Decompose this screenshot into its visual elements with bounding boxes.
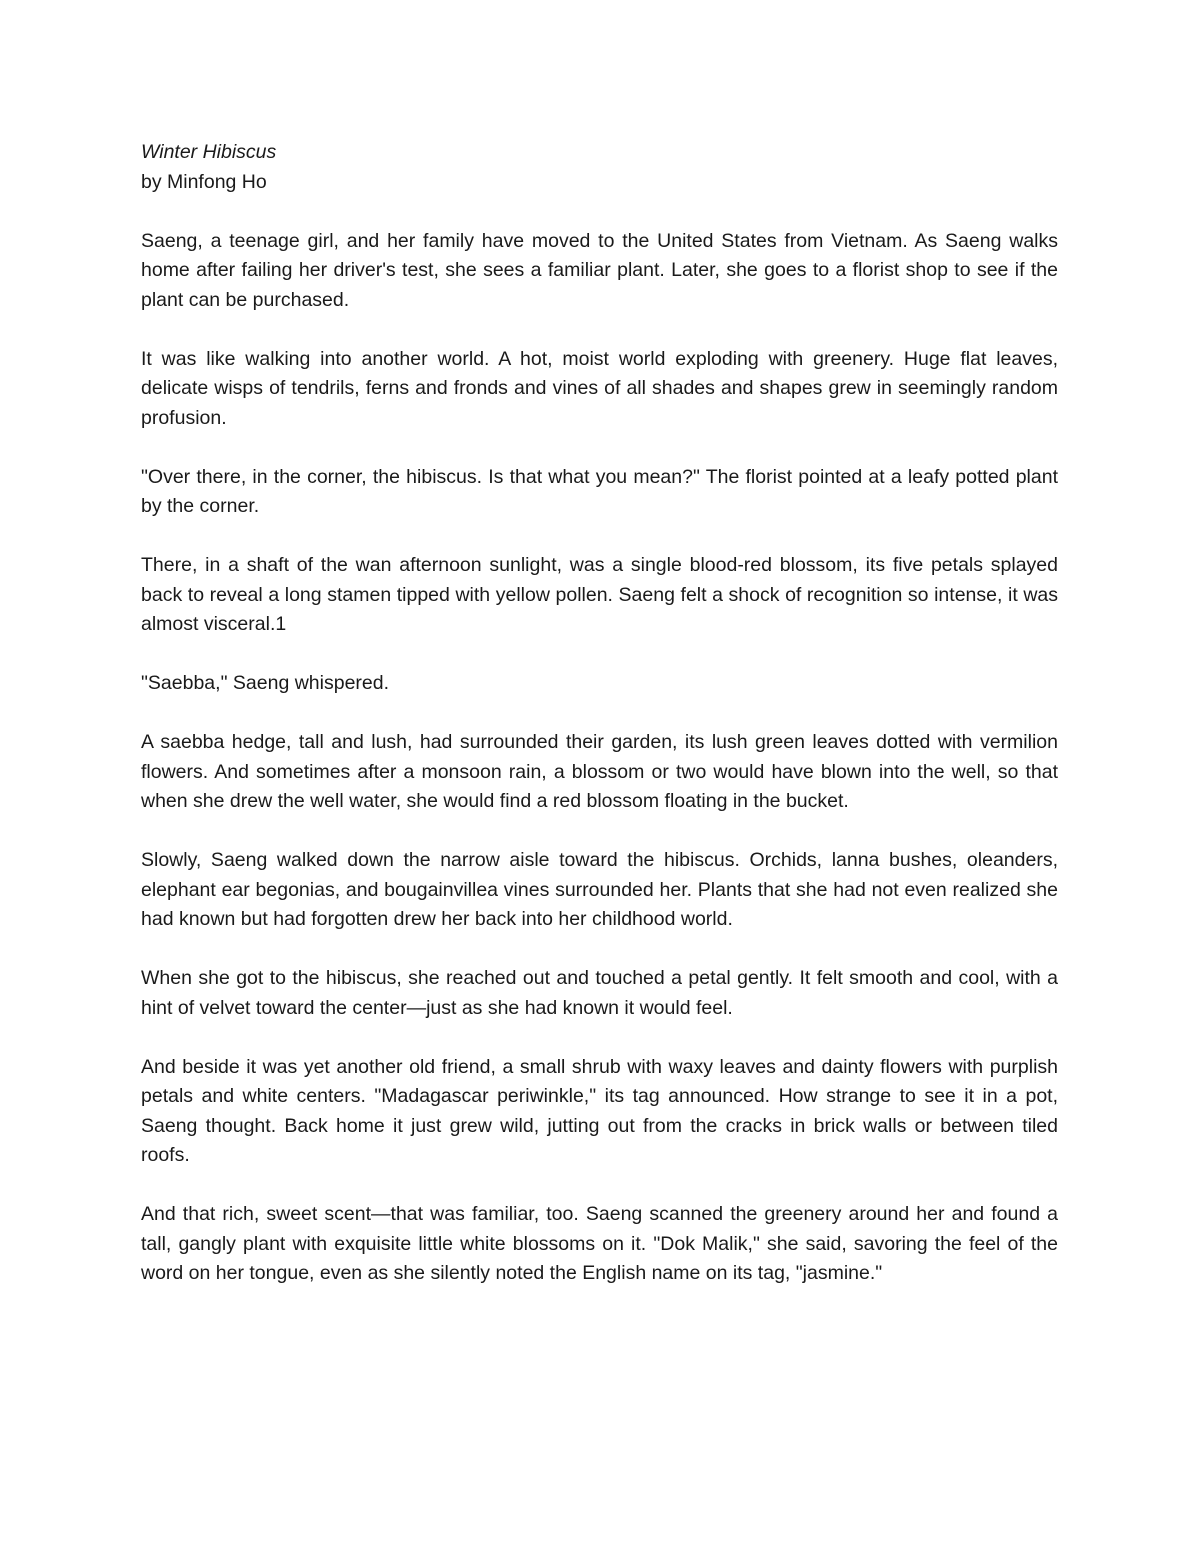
story-title: Winter Hibiscus xyxy=(141,141,277,163)
paragraph: "Over there, in the corner, the hibiscus. Is that what you mean?" The florist pointed at a leafy potted plant by the corner. xyxy=(141,465,1058,517)
paragraph: There, in a shaft of the wan afternoon sunlight, was a single blood-red blossom, its five petals splayed back to reveal a long stamen tipped with yellow pollen. Saeng felt a shock of recognition so intense, it was almost visceral.1 xyxy=(141,554,1058,635)
paragraph-intro: Saeng, a teenage girl, and her family have moved to the United States from Vietnam. As Saeng walks home after failing her driver's test, she sees a familiar plant. Later, she goes to a florist shop to see if the plant can be purchased. xyxy=(141,229,1058,311)
paragraph: And beside it was yet another old friend, a small shrub with waxy leaves and dainty flowers with purplish petals and white centers. "Madagascar periwinkle," its tag announced. How strange to see it in a pot, Saeng thought. Back home it just grew wild, jutting out from the cracks in brick walls or between tiled roofs. xyxy=(141,1055,1058,1166)
document-page xyxy=(141,138,1058,1318)
paragraph: When she got to the hibiscus, she reached out and touched a petal gently. It felt smooth and cool, with a hint of velvet toward the center—just as she had known it would feel. xyxy=(141,967,1058,1019)
story-author: by Minfong Ho xyxy=(141,170,267,193)
paragraph: A saebba hedge, tall and lush, had surrounded their garden, its lush green leaves dotted with vermilion flowers. And sometimes after a monsoon rain, a blossom or two would have blown into the well, so that when she drew the well water, she would find a red blossom floating in the bucket. xyxy=(141,731,1058,812)
paragraph: It was like walking into another world. A hot, moist world exploding with greenery. Huge flat leaves, delicate wisps of tendrils, ferns and fronds and vines of all shades and shapes grew in seemingly random profusion. xyxy=(141,347,1058,429)
paragraph: And that rich, sweet scent—that was familiar, too. Saeng scanned the greenery around her and found a tall, gangly plant with exquisite little white blossoms on it. "Dok Malik," she said, savoring the feel of the word on her tongue, even as she silently noted the English name on its tag, "jasmine." xyxy=(141,1203,1058,1284)
paragraph: Slowly, Saeng walked down the narrow aisle toward the hibiscus. Orchids, lanna bushes, oleanders, elephant ear begonias, and bougainvillea vines surrounded her. Plants that she had not even realized she had known but had forgotten drew her back into her childhood world. xyxy=(141,849,1058,930)
paragraph: "Saebba," Saeng whispered. xyxy=(141,672,390,694)
